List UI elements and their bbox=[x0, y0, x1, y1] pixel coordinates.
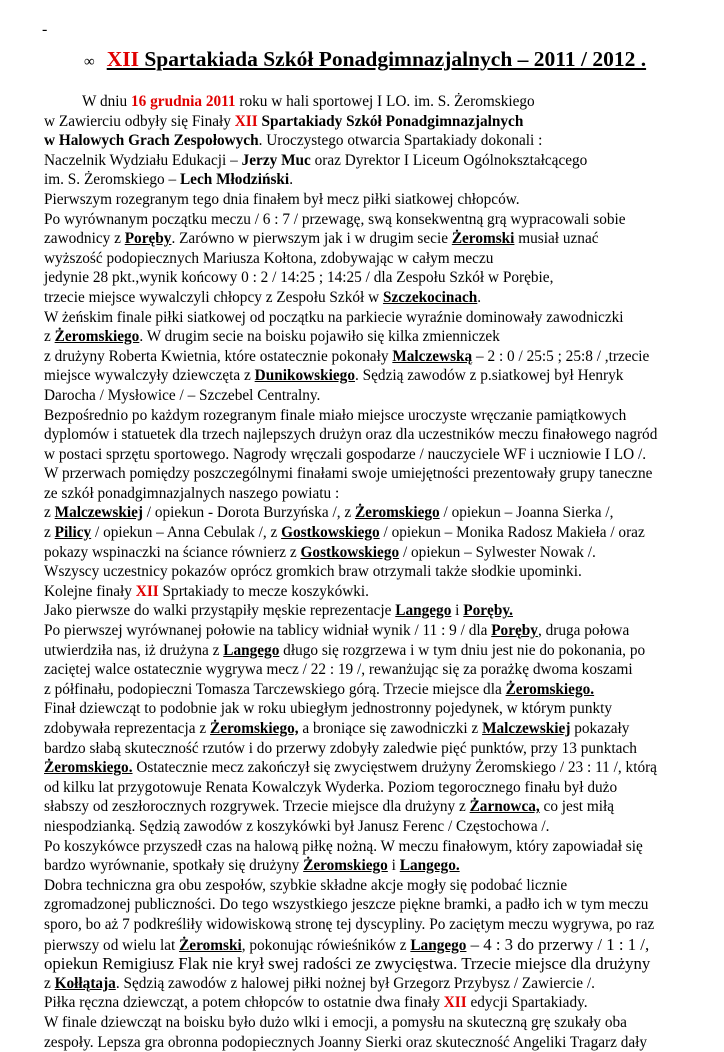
emphasized-text: Żeromskiego, bbox=[210, 720, 299, 737]
emphasized-text: Żeromskiego bbox=[355, 504, 440, 521]
emphasized-text: Langego bbox=[395, 602, 451, 619]
text-line bbox=[44, 1033, 694, 1052]
text-line bbox=[44, 719, 694, 739]
emphasized-text: Spartakiady Szkół Ponadgimnazjalnych bbox=[258, 113, 524, 130]
text-segment: / opiekun - Dorota Burzyńska /, z bbox=[143, 504, 355, 521]
text-segment: Finał dziewcząt to podobnie jak w roku ubiegłym jednostronny pojedynek, w którym punkty bbox=[44, 700, 612, 717]
text-segment: wyższość podopiecznych Mariusza Kołtona, zdobywając w całym meczu bbox=[44, 250, 493, 267]
emphasized-text: Żeromski bbox=[179, 937, 242, 954]
emphasized-text: Żarnowca, bbox=[470, 798, 540, 815]
emphasized-text: 16 grudnia 2011 bbox=[131, 93, 236, 110]
text-segment: w Zawierciu odbyły się Finały bbox=[44, 113, 235, 130]
text-line bbox=[44, 210, 694, 230]
text-segment: zespoły. Lepsza gra obronna podopiecznych Joanny Sierki oraz skuteczność Angeliki Tragarz dały bbox=[44, 1034, 647, 1051]
emphasized-text: Malczewską bbox=[392, 348, 472, 365]
text-segment: zdobywała reprezentacja z bbox=[44, 720, 210, 737]
text-segment: Naczelnik Wydziału Edukacji – bbox=[44, 152, 242, 169]
text-segment: Wszyscy uczestnicy pokazów oprócz gromkich braw otrzymali także słodkie upominki. bbox=[44, 563, 582, 580]
text-segment: Bezpośrednio po każdym rozegranym finale miało miejsce uroczyste wręczanie pamiątkowych bbox=[44, 407, 626, 424]
text-segment: – 2 : 0 / 25:5 ; 25:8 / ,trzecie bbox=[472, 348, 649, 365]
emphasized-text: Żeromski bbox=[452, 230, 515, 247]
article-body bbox=[44, 92, 694, 1052]
text-segment: oraz Dyrektor I Liceum Ogólnokształcącego bbox=[311, 152, 588, 169]
title-text: Spartakiada Szkół Ponadgimnazjalnych – 2011 / 2012 . bbox=[139, 47, 646, 71]
text-segment: co jest miłą bbox=[540, 798, 614, 815]
text-line bbox=[44, 503, 694, 523]
text-segment: Pierwszym rozegranym tego dnia finałem był mecz piłki siatkowej chłopców. bbox=[44, 191, 520, 208]
text-segment: z bbox=[44, 975, 55, 992]
text-line bbox=[44, 758, 694, 778]
emphasized-text: Żeromskiego. bbox=[506, 681, 595, 698]
text-segment: sporo, bo aż 7 podkreśliły widowiskową stronę tej dyscypliny. Po zaciętym meczu wygrywa, po raz bbox=[44, 916, 654, 933]
text-line bbox=[44, 190, 694, 210]
text-segment: bardzo wyrównanie, spotkały się drużyny bbox=[44, 857, 303, 874]
text-segment: W dniu bbox=[82, 93, 131, 110]
text-segment: bardzo słabą skuteczność rzutów i do przerwy zdobyły zaledwie pięć punktów, przy 13 punktach bbox=[44, 740, 637, 757]
text-segment: utwierdziła nas, iż drużyna z bbox=[44, 642, 223, 659]
text-line bbox=[44, 699, 694, 719]
text-line bbox=[44, 112, 694, 132]
text-segment: słabszy od zeszłorocznych rozgrywek. Trzecie miejsce dla drużyny z bbox=[44, 798, 470, 815]
emphasized-text: Malczewskiej bbox=[482, 720, 570, 737]
text-segment: pokazały bbox=[570, 720, 629, 737]
emphasized-text: Lech Młodziński bbox=[180, 171, 289, 188]
text-line bbox=[44, 680, 694, 700]
emphasized-text: XII bbox=[235, 113, 258, 130]
text-segment: z bbox=[44, 504, 55, 521]
leading-dash: - bbox=[42, 22, 47, 38]
emphasized-text: Gostkowskiego bbox=[281, 524, 380, 541]
text-segment: Darocha / Mysłowice / – Szczebel Centralny. bbox=[44, 387, 320, 404]
emphasized-text: Poręby bbox=[125, 230, 172, 247]
text-segment: jedynie 28 pkt.,wynik końcowy 0 : 2 / 14:25 ; 14:25 / dla Zespołu Szkół w Porębie, bbox=[44, 269, 553, 286]
text-segment: / opiekun – Monika Radosz Makieła / oraz bbox=[380, 524, 645, 541]
emphasized-text: XII bbox=[136, 583, 159, 600]
text-line bbox=[44, 229, 694, 249]
text-segment: . W drugim secie na boisku pojawiło się kilka zmienniczek bbox=[139, 328, 500, 345]
text-segment: . Sędzią zawodów z p.siatkowej był Henryk bbox=[355, 367, 623, 384]
text-line bbox=[44, 562, 694, 582]
text-line bbox=[44, 425, 694, 445]
text-line bbox=[44, 445, 694, 465]
text-segment: . bbox=[289, 171, 293, 188]
text-line bbox=[44, 582, 694, 602]
emphasized-text: – 4 : 3 do przerwy / 1 : 1 /, bbox=[466, 935, 649, 954]
text-segment: z drużyny Roberta Kwietnia, które ostatecznie pokonały bbox=[44, 348, 392, 365]
text-line bbox=[44, 92, 694, 112]
text-segment: i bbox=[451, 602, 463, 619]
text-segment: zaciętej walce ostatecznie wygrywa mecz / 22 : 19 /, rewanżując się za porażkę dwoma koszami bbox=[44, 661, 633, 678]
text-segment: pokazy wspinaczki na ściance równierz z bbox=[44, 544, 301, 561]
text-segment: W finale dziewcząt na boisku było dużo wlki i emocji, a pomysłu na skuteczną grę szukały oba bbox=[44, 1014, 627, 1031]
text-segment: trzecie miejsce wywalczyli chłopcy z Zespołu Szkół w bbox=[44, 289, 383, 306]
emphasized-text: Szczekocinach bbox=[383, 289, 477, 306]
emphasized-text: Poręby. bbox=[463, 602, 513, 619]
text-line bbox=[44, 915, 694, 935]
text-line bbox=[44, 935, 694, 955]
text-line bbox=[44, 1013, 694, 1033]
text-segment: W przerwach pomiędzy poszczególnymi finałami swoje umiejętności prezentowały grupy taneczne bbox=[44, 465, 652, 482]
text-segment: W żeńskim finale piłki siatkowej od początku na parkiecie wyraźnie dominowały zawodniczki bbox=[44, 309, 624, 326]
text-line bbox=[44, 366, 694, 386]
text-line bbox=[44, 327, 694, 347]
emphasized-text: opiekun Remigiusz Flak nie krył swej radości ze zwycięstwa. Trzecie miejsce dla drużyny bbox=[44, 954, 650, 973]
text-segment: / opiekun – Sylwester Nowak /. bbox=[399, 544, 596, 561]
text-segment: Jako pierwsze do walki przystąpiły męskie reprezentacje bbox=[44, 602, 395, 619]
emphasized-text: Poręby bbox=[491, 622, 538, 639]
emphasized-text: Dunikowskiego bbox=[255, 367, 355, 384]
text-segment: / opiekun – Joanna Sierka /, bbox=[440, 504, 614, 521]
text-segment: niespodzianką. Sędzią zawodów z koszykówki był Janusz Ferenc / Częstochowa /. bbox=[44, 818, 550, 835]
text-line bbox=[44, 778, 694, 798]
text-segment: z bbox=[44, 524, 55, 541]
text-segment: / opiekun – Anna Cebulak /, z bbox=[91, 524, 281, 541]
title-edition-number: XII bbox=[107, 47, 139, 71]
text-segment: a broniące się zawodniczki z bbox=[299, 720, 482, 737]
text-line bbox=[44, 131, 694, 151]
text-segment: zgromadzonej publiczności. Do tego wszystkiego jeszcze piękne bramki, a padło ich w tym meczu bbox=[44, 896, 648, 913]
text-segment: ze szkół ponadgimnazjalnych naszego powiatu : bbox=[44, 485, 339, 502]
text-line bbox=[44, 895, 694, 915]
text-segment: długo się rozgrzewa i w tym dniu jest nie do pokonania, po bbox=[279, 642, 645, 659]
text-line bbox=[44, 464, 694, 484]
text-segment: zawodnicy z bbox=[44, 230, 125, 247]
text-line bbox=[44, 974, 694, 994]
text-segment: Piłka ręczna dziewcząt, a potem chłopców to ostatnie dwa finały bbox=[44, 994, 444, 1011]
text-line bbox=[44, 288, 694, 308]
text-segment: z półfinału, podopieczni Tomasza Tarczewskiego górą. Trzecie miejsce dla bbox=[44, 681, 506, 698]
text-segment: Ostatecznie mecz zakończył się zwycięstwem drużyny Żeromskiego / 23 : 11 /, którą bbox=[133, 759, 657, 776]
text-segment: Po koszykówce przyszedł czas na halową piłkę nożną. W meczu finałowym, który zapowiadał się bbox=[44, 838, 643, 855]
emphasized-text: Jerzy Muc bbox=[242, 152, 311, 169]
text-segment: dyplomów i statuetek dla trzech najlepszych drużyn oraz dla uczestników meczu finałowego nagród bbox=[44, 426, 657, 443]
text-segment: . Zarówno w pierwszym jak i w drugim secie bbox=[171, 230, 451, 247]
emphasized-text: XII bbox=[444, 994, 467, 1011]
text-line bbox=[44, 621, 694, 641]
text-segment: miejsce wywalczyły dziewczęta z bbox=[44, 367, 255, 384]
text-line bbox=[44, 876, 694, 896]
emphasized-text: Pilicy bbox=[55, 524, 92, 541]
emphasized-text: Gostkowskiego bbox=[301, 544, 400, 561]
text-line bbox=[44, 954, 694, 974]
text-segment: . Sędzią zawodów z halowej piłki nożnej był Grzegorz Przybysz / Zawiercie /. bbox=[116, 975, 595, 992]
text-segment: Dobra techniczna gra obu zespołów, szybkie składne akcje mogły się podobać licznie bbox=[44, 877, 567, 894]
text-segment: Po wyrównanym początku meczu / 6 : 7 / przewagę, swą konsekwentną grą wypracowali sobie bbox=[44, 211, 626, 228]
emphasized-text: Żeromskiego bbox=[55, 328, 140, 345]
text-line bbox=[44, 856, 694, 876]
text-line bbox=[44, 249, 694, 269]
text-line bbox=[44, 993, 694, 1013]
text-line bbox=[44, 739, 694, 759]
text-line bbox=[44, 268, 694, 288]
text-segment: im. S. Żeromskiego – bbox=[44, 171, 180, 188]
emphasized-text: Langego. bbox=[400, 857, 460, 874]
text-segment: w postaci sprzętu sportowego. Nagrody wręczali gospodarze / nauczyciele WF i uczniowie I LO /. bbox=[44, 446, 646, 463]
text-segment: . Uroczystego otwarcia Spartakiady dokonali : bbox=[259, 132, 543, 149]
text-line bbox=[44, 406, 694, 426]
text-segment: z bbox=[44, 328, 55, 345]
text-line bbox=[44, 837, 694, 857]
text-line bbox=[44, 817, 694, 837]
text-line bbox=[44, 386, 694, 406]
text-line bbox=[44, 641, 694, 661]
text-line bbox=[44, 484, 694, 504]
emphasized-text: Kołłątaja bbox=[55, 975, 116, 992]
text-line bbox=[44, 660, 694, 680]
text-segment: pierwszy od wielu lat bbox=[44, 937, 179, 954]
text-segment: edycji Spartakiady. bbox=[467, 994, 588, 1011]
text-line bbox=[44, 797, 694, 817]
emphasized-text: Żeromskiego. bbox=[44, 759, 133, 776]
emphasized-text: Żeromskiego bbox=[303, 857, 388, 874]
text-line bbox=[44, 308, 694, 328]
text-segment: od kilku lat przygotowuje Renata Kowalczyk Wyderka. Poziom tegorocznego finału był dużo bbox=[44, 779, 617, 796]
text-segment: roku w hali sportowej I LO. im. S. Żeromskiego bbox=[236, 93, 535, 110]
text-line bbox=[44, 347, 694, 367]
emphasized-text: Langego bbox=[410, 937, 466, 954]
text-line bbox=[44, 523, 694, 543]
text-line bbox=[44, 543, 694, 563]
emphasized-text: w Halowych Grach Zespołowych bbox=[44, 132, 259, 149]
text-segment: i bbox=[388, 857, 400, 874]
emphasized-text: Malczewskiej bbox=[55, 504, 143, 521]
text-segment: , pokonując rówieśników z bbox=[242, 937, 411, 954]
text-segment: Sprtakiady to mecze koszykówki. bbox=[159, 583, 369, 600]
text-line bbox=[44, 601, 694, 621]
text-segment: Po pierwszej wyrównanej połowie na tablicy widniał wynik / 11 : 9 / dla bbox=[44, 622, 491, 639]
document-title bbox=[84, 46, 704, 75]
text-line bbox=[44, 151, 694, 171]
text-line bbox=[44, 170, 694, 190]
infinity-symbol: ∞ bbox=[84, 54, 95, 70]
text-segment: Kolejne finały bbox=[44, 583, 136, 600]
text-segment: , druga połowa bbox=[538, 622, 629, 639]
emphasized-text: Langego bbox=[223, 642, 279, 659]
text-segment: musiał uznać bbox=[514, 230, 598, 247]
text-segment: . bbox=[477, 289, 481, 306]
